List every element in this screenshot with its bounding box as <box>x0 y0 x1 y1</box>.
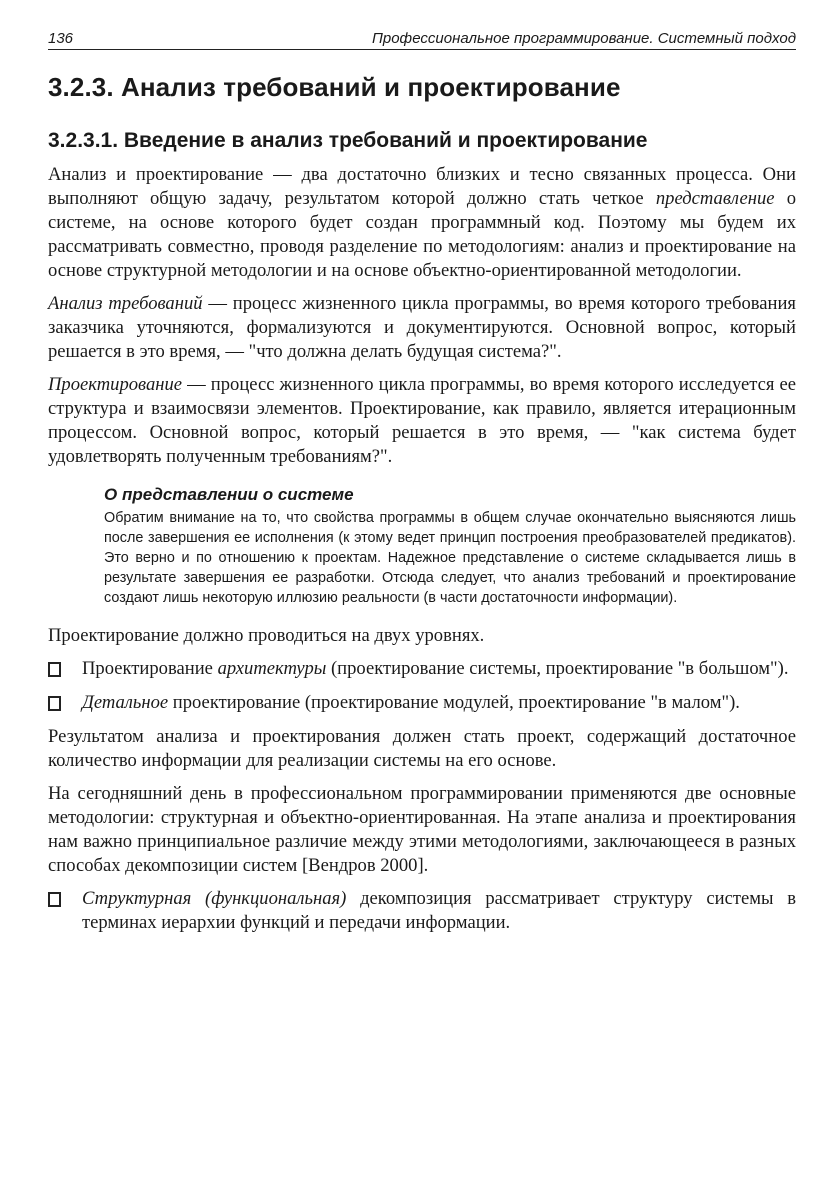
running-head-title: Профессиональное программирование. Системный подход <box>371 30 796 47</box>
paragraph-result: Результатом анализа и проектирования должен стать проект, содержащий достаточное количество информации для реализации системы на его основе. <box>48 726 796 771</box>
list-item-structural: Структурная (функциональная) декомпозиция рассматривает структуру системы в терминах иерархии функций и передачи информации. <box>48 887 796 935</box>
term-design: Проектирование <box>48 374 183 395</box>
list-item-architecture: Проектирование архитектуры (проектирование системы, проектирование "в большом"). <box>48 657 796 682</box>
checkbox-bullet-icon <box>48 887 82 912</box>
term-representation: представление <box>655 188 775 209</box>
term-requirements-analysis: Анализ требований <box>48 293 203 314</box>
paragraph-levels-intro: Проектирование должно проводиться на двух уровнях. <box>48 625 485 646</box>
section-title: 3.2.3. Анализ требований и проектирование <box>48 72 621 102</box>
running-head <box>48 30 796 50</box>
book-page <box>48 30 796 935</box>
checkbox-bullet-icon <box>48 657 82 682</box>
list-item-detailed: Детальное проектирование (проектирование модулей, проектирование "в малом"). <box>48 691 796 716</box>
note-block <box>104 485 796 608</box>
checkbox-bullet-icon <box>48 691 82 716</box>
paragraph-requirements-analysis: Анализ требований — процесс жизненного цикла программы, во время которого требования заказчика уточняются, формализуются и документируются. Основной вопрос, который решается в это время, — "что должна делать будущая система?". <box>48 293 796 362</box>
paragraph-analysis-design: Анализ и проектирование — два достаточно близких и тесно связанных процесса. Они выполняют общую задачу, результатом которой должно стать четкое представление о системе, на основе которого будет создан программный код. Поэтому мы будем их рассматривать совместно, проводя разделение по методологиям: анализ и проектирование на основе структурной методологии и на основе объектно-ориентированной методологии. <box>48 164 796 281</box>
note-title: О представлении о системе <box>104 485 354 504</box>
paragraph-design: Проектирование — процесс жизненного цикла программы, во время которого исследуется ее структура и взаимосвязи элементов. Проектирование, как правило, является итерационным процессом. Основной вопрос, который решается в это время, — "как система будет удовлетворять полученным требованиям?". <box>48 374 796 467</box>
note-text: Обратим внимание на то, что свойства программы в общем случае окончательно выясняются лишь после завершения ее исполнения (к этому ведет принцип построения преобразователей предикатов). Это верно и по отношению к проектам. Надежное представление о системе складывается лишь в результате завершения ее разработки. Отсюда следует, что анализ требований и проектирование создают лишь некоторую иллюзию реальности (в части достаточности информации). <box>104 510 796 606</box>
paragraph-methodologies: На сегодняшний день в профессиональном программировании применяются две основные методологии: структурная и объектно-ориентированная. На этапе анализа и проектирования нам важно принципиальное различие между этими методологиями, заключающееся в разных способах декомпозиции систем [Вендров 2000]. <box>48 783 796 876</box>
page-number: 136 <box>48 30 74 47</box>
subsection-title: 3.2.3.1. Введение в анализ требований и проектирование <box>48 129 648 152</box>
